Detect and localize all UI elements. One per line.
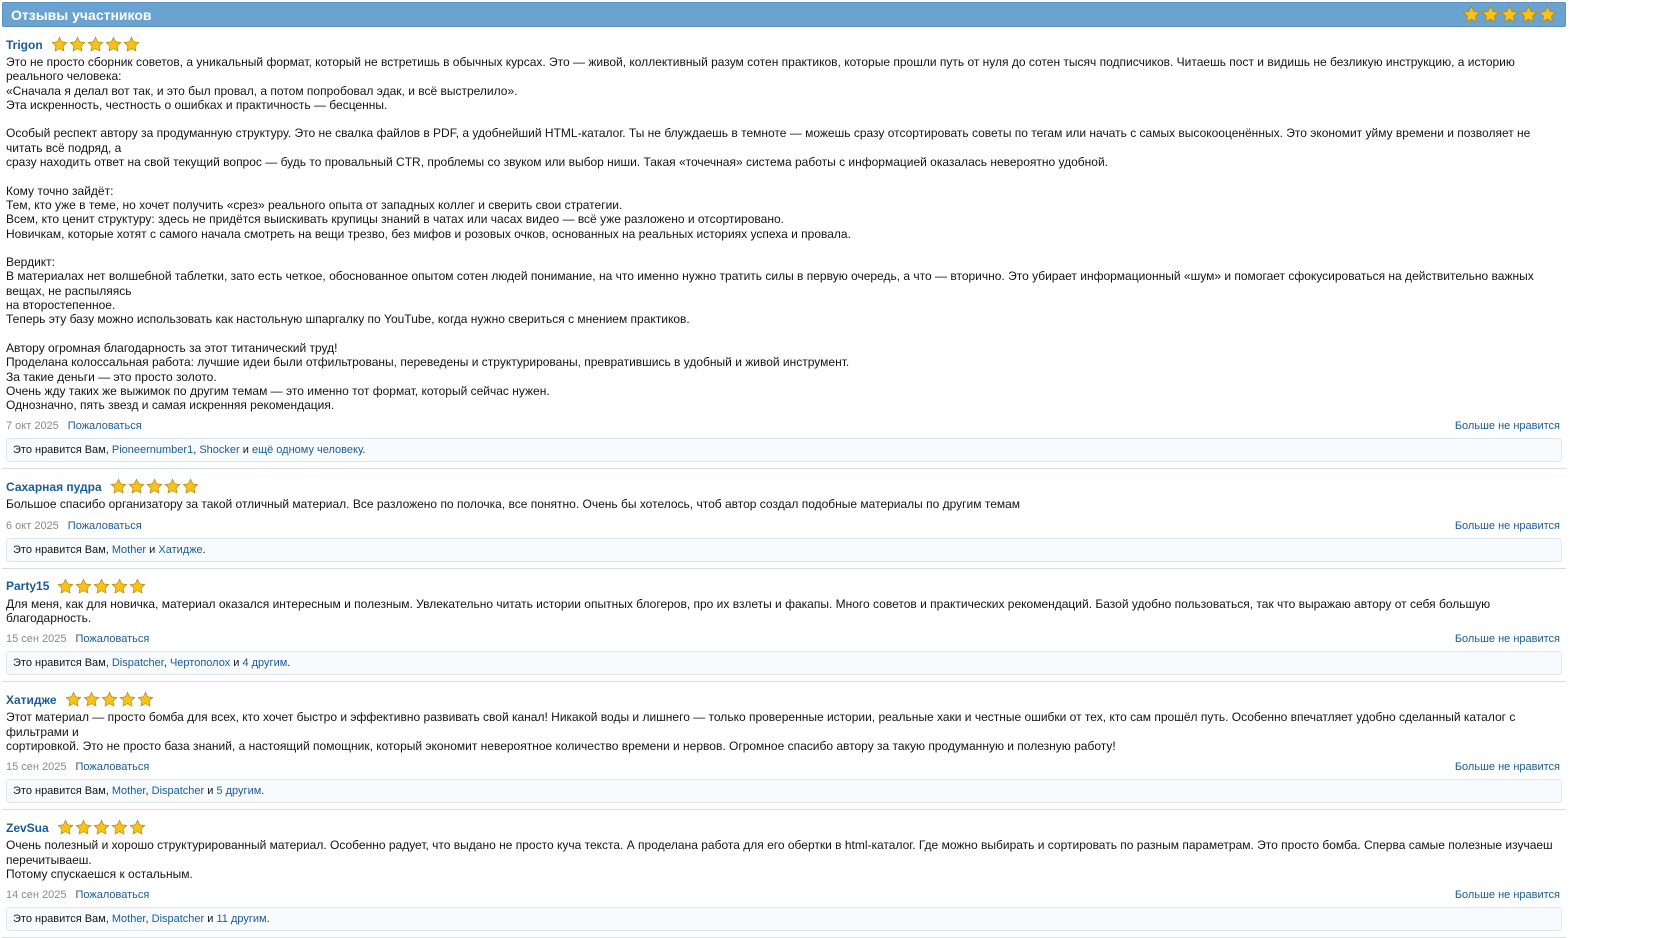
star-icon [137,691,154,708]
star-icon [128,478,145,495]
review-text: Большое спасибо организатору за такой отличный материал. Все разложено по полочка, все понятно. Очень бы хотелось, чтоб автор создал подобные материалы по другим темам [6,497,1021,512]
likes-and: и [230,657,243,670]
likes-summary [6,438,1562,462]
star-icon [83,691,100,708]
review-text: Для меня, как для новичка, материал оказался интересным и полезным. Увлекательно читать истории опытных блогеров, про их взлеты и факапы. Много советов и практических рекомендаций. Базой удобно пользоваться, так что выражаю автору от себя большую благодарность. [6,596,1494,626]
review-rating [57,819,147,836]
likes-prefix: Это нравится Вам, [13,543,112,556]
star-icon [1481,5,1500,24]
liker-link[interactable]: Pioneernumber1 [111,444,194,457]
star-icon [146,478,163,495]
star-icon [93,819,110,836]
likes-end: . [362,444,366,457]
liker-link[interactable]: Shocker [199,444,240,457]
likes-summary [6,907,1562,931]
review-author-link[interactable]: Хатидже [6,692,57,707]
star-icon [51,36,68,53]
review-author-link[interactable]: Trigon [6,37,43,52]
star-icon [119,691,136,708]
review-text: Этот материал — просто бомба для всех, кто хочет быстро и эффективно развивать свой канал! Никакой воды и лишнего — только проверенные истории, реальные хаки и честные ошибки от тех, кто сам прошёл путь. Особенно впечатляет удобно сделанный каталог с фильтрами и сортировкой. Это не просто база знаний, а настоящий помощник, который экономит невероятное количество времени и нервов. Огромное спасибо автору за такую продуманную и полезную работу! [6,710,1516,753]
review-date: 15 сен 2025 [6,761,67,774]
star-icon [111,578,128,595]
unlike-link[interactable]: Больше не нравится [1454,761,1560,774]
likes-end: . [261,785,265,798]
report-link[interactable]: Пожаловаться [67,519,142,532]
report-link[interactable]: Пожаловаться [75,633,150,646]
liker-link[interactable]: Mother [111,543,147,556]
likes-prefix: Это нравится Вам, [13,785,112,798]
review-header [6,577,1562,596]
report-link[interactable]: Пожаловаться [67,420,142,433]
review-item [2,569,1566,683]
review-meta [6,419,1562,433]
likes-prefix: Это нравится Вам, [13,913,112,926]
likes-more-link[interactable]: 11 другим [216,913,267,926]
report-link[interactable]: Пожаловаться [75,761,150,774]
review-date: 15 сен 2025 [6,633,67,646]
likes-and: и [146,543,159,556]
review-author-link[interactable]: Сахарная пудра [6,479,102,494]
likes-prefix: Это нравится Вам, [13,657,112,670]
likes-separator: , [193,444,200,457]
likes-more-link[interactable]: Хатидже [158,543,203,556]
star-icon [1519,5,1538,24]
review-meta [6,519,1562,533]
review-date: 14 сен 2025 [6,889,67,902]
star-icon [164,478,181,495]
star-icon [1462,5,1481,24]
review-header [6,818,1562,837]
likes-and: и [239,444,252,457]
unlike-link[interactable]: Больше не нравится [1454,889,1560,902]
review-meta [6,632,1562,646]
likes-end: . [266,913,270,926]
review-date: 7 окт 2025 [6,420,59,433]
unlike-link[interactable]: Больше не нравится [1454,519,1560,532]
review-meta [6,888,1562,902]
liker-link[interactable]: Чертополох [169,657,231,670]
star-icon [110,478,127,495]
star-icon [129,578,146,595]
star-icon [182,478,199,495]
review-meta [6,760,1562,774]
likes-end: . [287,657,291,670]
star-icon [123,36,140,53]
star-icon [1500,5,1519,24]
star-icon [105,36,122,53]
review-date: 6 окт 2025 [6,519,59,532]
report-link[interactable]: Пожаловаться [75,889,150,902]
reviews-list [2,27,1566,938]
likes-more-link[interactable]: 5 другим [216,785,262,798]
likes-and: и [204,913,217,926]
reviews-panel [2,2,1566,938]
reviews-header [2,2,1566,27]
review-text: Это не просто сборник советов, а уникальный формат, который не встретишь в обычных курсах. Это — живой, коллективный разум сотен практиков, которые прошли путь от нуля до сотен тысяч подписчиков. Читаешь пост и видишь не безликую инструкцию, а историю реального человека: «Сначала я делал вот так, и это был провал, а потом попробовал эдак, и всё выстрелило». Эта искренность, честность о ошибках и практичность — бесценны. Особый респект автору за продуманную структуру. Это не свалка файлов в PDF, а удобнейший HTML-каталог. Ты не блуждаешь в темноте — можешь сразу отсортировать советы по тегам или начать с самых высокооценённых. Это экономит уйму времени и позволяет не читать всё подряд, а сразу находить ответ на свой текущий вопрос — будь то провальный CTR, проблемы со звуком или выбор ниши. Такая «точечная» система работы с информацией оказалась невероятно удобной. Кому точно зайдёт: Тем, кто уже в теме, но хочет получить «срез» реального опыта от западных коллег и сверить свои стратегии. Всем, кто ценит структуру: здесь не придётся выискивать крупицы знаний в чатах или часах видео — всё уже разложено и отсортировано. Новичкам, которые хотят с самого начала смотреть на вещи трезво, без мифов и розовых очков, основанных на реальных историях успеха и провала. Вердикт: В материалах нет волшебной таблетки, зато есть четкое, обоснованное опытом сотен людей понимание, на что именно нужно тратить силы в первую очередь, а что — вторично. Это убирает информационный «шум» и помогает сфокусироваться на действительно важных вещах, не распыляясь на второстепенное. Теперь эту базу можно использовать как настольную шпаргалку по YouTube, когда нужно свериться с мнением практиков. Автору огромная благодарность за этот титанический труд! Проделана колоссальная работа: лучшие идеи были отфильтрованы, переведены и структурированы, превратившись в удобный и живой инструмент. За такие деньги — это просто золото. Очень жду таких же выжимок по другим темам — это именно тот формат, который сейчас нужен. Однозначно, пять звезд и самая искренняя рекомендация. [6,55,1534,413]
star-icon [65,691,82,708]
review-rating [65,691,155,708]
star-icon [57,578,74,595]
review-header [6,35,1562,54]
reviews-title: Отзывы участников [11,6,152,23]
likes-separator: , [145,913,152,926]
review-rating [110,478,200,495]
review-author-link[interactable]: ZevSua [6,820,49,835]
review-rating [57,578,147,595]
liker-link[interactable]: Mother [111,785,146,798]
star-icon [129,819,146,836]
likes-summary [6,651,1562,675]
star-icon [75,819,92,836]
liker-link[interactable]: Mother [111,913,146,926]
star-icon [87,36,104,53]
liker-link[interactable]: Dispatcher [151,913,205,926]
unlike-link[interactable]: Больше не нравится [1454,633,1560,646]
star-icon [101,691,118,708]
likes-separator: , [145,785,152,798]
review-item [2,27,1566,469]
star-icon [69,36,86,53]
review-item [2,469,1566,568]
review-rating [51,36,141,53]
overall-rating [1462,5,1557,24]
likes-prefix: Это нравится Вам, [13,444,112,457]
review-header [6,477,1562,496]
review-item [2,682,1566,810]
review-author-link[interactable]: Party15 [6,579,50,594]
star-icon [57,819,74,836]
likes-more-link[interactable]: ещё одному человеку [251,444,363,457]
likes-separator: , [163,657,170,670]
likes-summary [6,538,1562,562]
review-text: Очень полезный и хорошо структурированный материал. Особенно радует, что выдано не просто куча текста. А проделана работа для его обертки в html-каталог. Где можно выбирать и сортировать по разным параметрам. Это просто бомба. Сперва самые полезные изучаеш перечитываеш. Потому спускаешся к остальным. [6,838,1553,881]
review-item [2,810,1566,938]
unlike-link[interactable]: Больше не нравится [1454,420,1560,433]
likes-end: . [202,543,206,556]
star-icon [111,819,128,836]
liker-link[interactable]: Dispatcher [111,657,164,670]
star-icon [1538,5,1557,24]
likes-and: и [204,785,217,798]
review-header [6,690,1562,709]
star-icon [75,578,92,595]
liker-link[interactable]: Dispatcher [151,785,205,798]
likes-summary [6,779,1562,803]
star-icon [93,578,110,595]
likes-more-link[interactable]: 4 другим [242,657,288,670]
